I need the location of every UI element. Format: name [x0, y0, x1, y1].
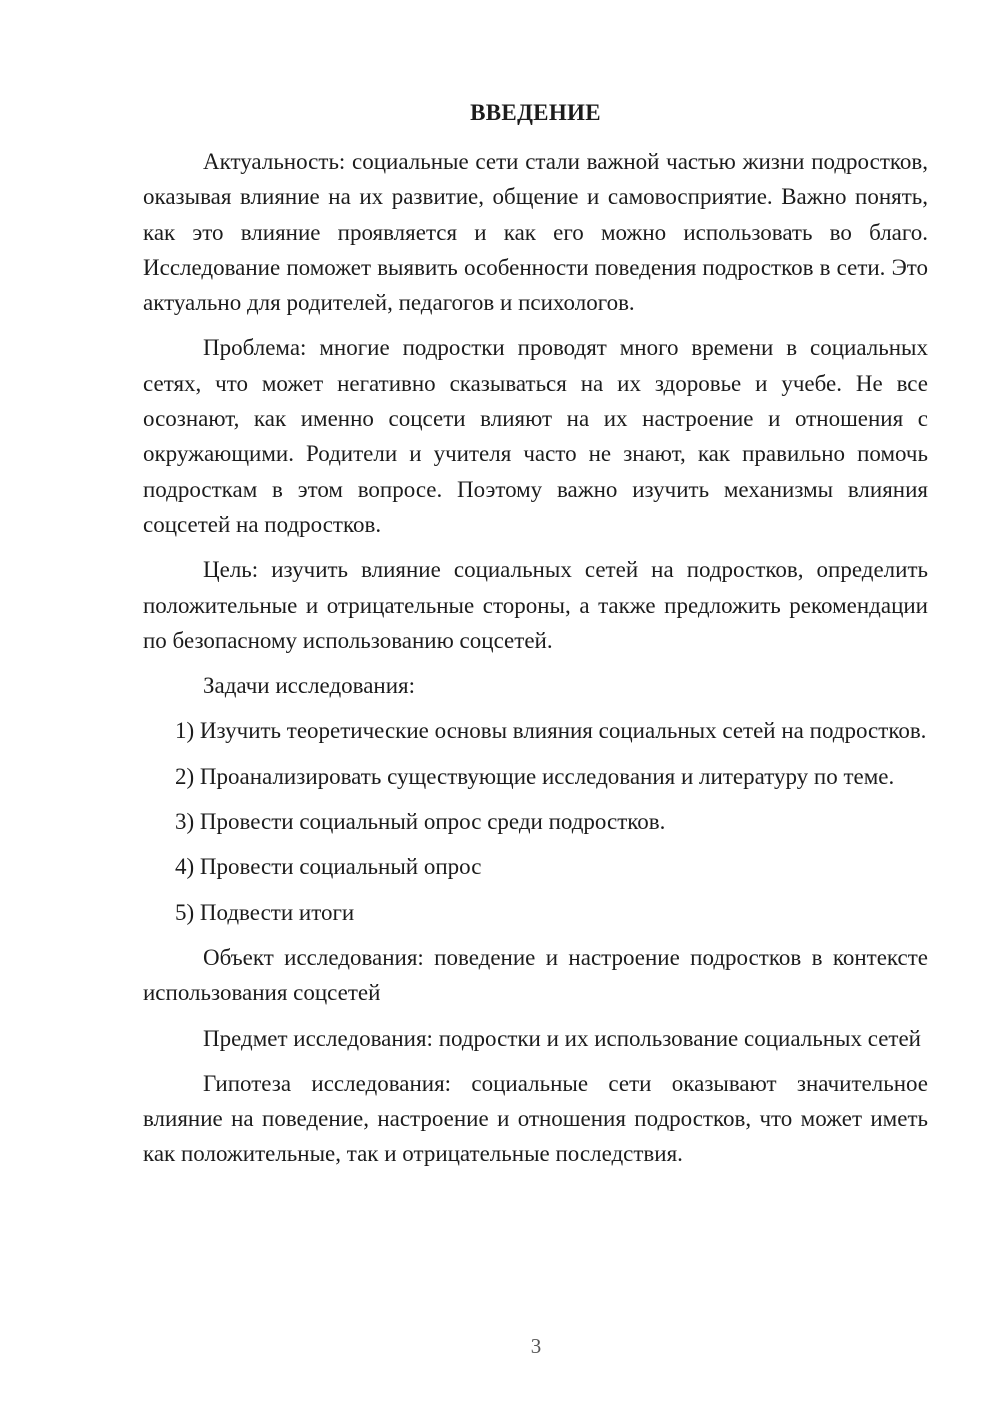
task-item: 3) Провести социальный опрос среди подростков.: [175, 809, 666, 835]
hypothesis-paragraph: Гипотеза исследования: социальные сети оказывают значительное влияние на поведение, настроение и отношения подростков, что может иметь как положительные, так и отрицательные последствия.: [143, 1070, 928, 1167]
task-item: 2) Проанализировать существующие исследования и литературу по теме.: [175, 763, 895, 789]
problem-paragraph: Проблема: многие подростки проводят много времени в социальных сетях, что может негативно сказываться на их здоровье и учебе. Не все осознают, как именно соцсети влияют на их настроение и отношения с окружающими. Родители и учителя часто не знают, как правильно помочь подросткам в этом вопросе. Поэтому важно изучить механизмы влияния соцсетей на подростков.: [143, 335, 928, 537]
tasks-heading: Задачи исследования:: [203, 673, 416, 699]
task-item: 4) Провести социальный опрос: [175, 854, 482, 880]
object-paragraph: Объект исследования: поведение и настроение подростков в контексте использования соцсетей: [143, 944, 928, 1006]
page-number: 3: [530, 1334, 542, 1358]
task-item: 1) Изучить теоретические основы влияния социальных сетей на подростков.: [175, 718, 927, 744]
relevance-paragraph: Актуальность: социальные сети стали важной частью жизни подростков, оказывая влияние на их развитие, общение и самовосприятие. Важно понять, как это влияние проявляется и как его можно использовать во благо. Исследование поможет выявить особенности поведения подростков в сети. Это актуально для родителей, педагогов и психологов.: [143, 149, 928, 316]
goal-paragraph: Цель: изучить влияние социальных сетей на подростков, определить положительные и отрицательные стороны, а также предложить рекомендации по безопасному использованию соцсетей.: [143, 557, 928, 653]
task-item: 5) Подвести итоги: [175, 899, 355, 925]
document-body: [143, 95, 928, 1172]
section-title: ВВЕДЕНИЕ: [470, 100, 601, 125]
subject-paragraph: Предмет исследования: подростки и их использование социальных сетей: [203, 1025, 921, 1051]
